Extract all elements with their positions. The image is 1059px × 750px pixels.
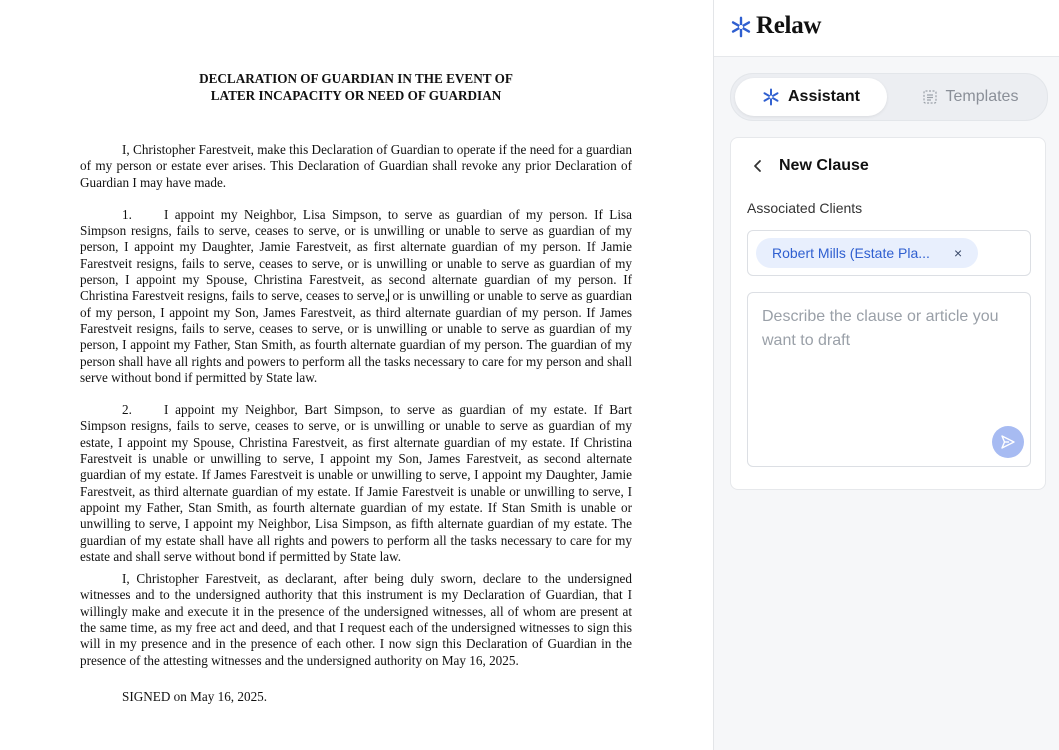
tab-assistant[interactable] <box>735 78 887 116</box>
paragraph-1-number: 1. <box>122 206 132 222</box>
send-icon <box>1000 434 1016 450</box>
intro-paragraph[interactable]: I, Christopher Farestveit, make this Declaration of Guardian to operate if the need for a guardian of my person or estate ever arises. This Declaration of Guardian shall revoke any prior Declaration of Guardian I may have made. <box>80 142 632 190</box>
assistant-panel <box>714 0 1059 750</box>
template-list-icon <box>922 89 938 105</box>
declarant-paragraph[interactable]: I, Christopher Farestveit, as declarant, after being duly sworn, declare to the undersigned witnesses and to the undersigned authority that this instrument is my Declaration of Guardian, that I willingly make and execute it in the presence of the undersigned witnesses, all of whom are present at the same time, as my free act and deed, and that I request each of the undersigned witnesses to sign this will in my presence and in the presence of each other. I now sign this Declaration of Guardian in the presence of the attesting witnesses and the undersigned authority on May 16, 2025. <box>80 571 632 668</box>
paragraph-2[interactable] <box>80 402 632 565</box>
associated-clients-label: Associated Clients <box>747 200 863 216</box>
tab-templates-label: Templates <box>945 88 1019 105</box>
paragraph-2-text: I appoint my Neighbor, Bart Simpson, to serve as guardian of my estate. If Bart Simpson resigns, fails to serve, ceases to serve, or is unwilling or unable to serve as guardian of my estate, I appoint my Spouse, Christina Farestveit, as first alternate guardian of my estate. If Christina Farestveit is unable or unwilling to serve, I appoint my Son, James Farestveit, as second alternate guardian of my estate. If James Farestveit is unable or unwilling to serve, I appoint my Daughter, Jamie Farestveit, as third alternate guardian of my estate. If Jamie Farestveit is unable or unwilling to serve, I appoint my Father, Stan Smith, as fourth alternate guardian of my estate. If Stan Smith is unable or unwilling to serve, I appoint my Neighbor, Lisa Simpson, as fifth alternate guardian of my estate. The guardian of my estate shall have all rights and powers to perform all the tasks necessary to care for my estate and shall serve without bond if permitted by State law. <box>80 402 632 564</box>
paragraph-1-text-a: I appoint my Neighbor, Lisa Simpson, to serve as guardian of my person. If Lisa Simpson resigns, fails to serve, ceases to serve, or is unwilling or unable to serve as guardian of my person, I appoint my Daughter, Jamie Farestveit, as first alternate guardian of my person. If Jamie Farestveit resigns, fails to serve, ceases to serve, or is unwilling or unable to serve as guardian of my person, I appoint my Spouse, Christina Farestveit, as second alternate guardian of my person. If Christina Farestveit resigns, fails to serve, ceases to serve, <box>80 206 632 304</box>
brand-name: Relaw <box>756 12 822 39</box>
client-chip-label: Robert Mills (Estate Pla... <box>772 245 930 261</box>
client-chip[interactable] <box>756 238 978 268</box>
remove-client-button[interactable]: × <box>954 245 963 261</box>
clause-prompt-box <box>747 292 1031 467</box>
tab-templates[interactable] <box>897 78 1043 116</box>
client-selector[interactable] <box>747 230 1031 276</box>
asterisk-logo-icon <box>730 16 752 38</box>
paragraph-1[interactable] <box>80 207 632 386</box>
tab-assistant-label: Assistant <box>787 88 861 105</box>
card-title: New Clause <box>779 157 869 174</box>
document-title <box>80 70 632 104</box>
document-page[interactable] <box>80 70 632 721</box>
document-title-line-1: DECLARATION OF GUARDIAN IN THE EVENT OF <box>199 71 513 86</box>
clause-prompt-input[interactable] <box>760 303 1022 417</box>
mode-tabs <box>730 73 1048 121</box>
back-chevron-icon[interactable] <box>750 158 766 174</box>
send-button[interactable] <box>992 426 1024 458</box>
new-clause-card <box>730 137 1046 490</box>
document-title-line-2: LATER INCAPACITY OR NEED OF GUARDIAN <box>210 88 502 103</box>
paragraph-1-text-b: or is unwilling or unable to serve as guardian of my person, I appoint my Son, James Farestveit, as third alternate guardian of my person. If James Farestveit resigns, fails to serve, ceases to serve, or is unwilling or unable to serve as guardian of my person, I appoint my Father, Stan Smith, as fourth alternate guardian of my person. The guardian of my person shall have all rights and powers to perform all the tasks necessary to care for my person and shall serve without bond if permitted by State law. <box>80 288 632 385</box>
brand-header <box>714 0 1059 57</box>
signed-line[interactable]: SIGNED on May 16, 2025. <box>122 688 268 704</box>
paragraph-2-number: 2. <box>122 402 132 418</box>
asterisk-icon <box>762 88 780 106</box>
